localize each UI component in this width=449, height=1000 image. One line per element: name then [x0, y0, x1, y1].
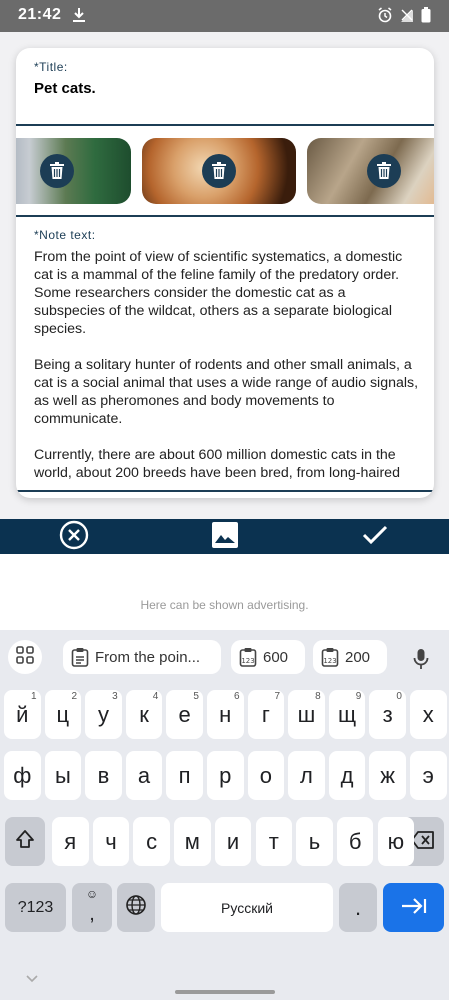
key-number-hint: 1 [30, 691, 37, 702]
key-label: ф [13, 762, 32, 788]
clipboard-suggestion-3[interactable] [313, 640, 387, 674]
key-label: р [219, 762, 232, 788]
letter-key[interactable] [410, 751, 447, 800]
period-key[interactable]: . [339, 883, 377, 932]
title-label: *Title: [34, 60, 68, 74]
note-text-divider [16, 490, 434, 492]
letter-key[interactable] [126, 751, 163, 800]
enter-key[interactable] [383, 883, 444, 932]
space-key[interactable]: Русский [161, 883, 333, 932]
key-label: я [64, 828, 77, 854]
letter-key[interactable] [329, 751, 366, 800]
letter-key[interactable] [85, 690, 122, 739]
svg-text:123: 123 [241, 657, 255, 665]
letter-key[interactable] [337, 817, 374, 866]
key-label: с [146, 828, 158, 854]
backspace-icon [411, 829, 435, 855]
shift-key[interactable] [5, 817, 45, 866]
check-icon [361, 521, 389, 554]
clipboard-suggestion-2[interactable] [231, 640, 305, 674]
microphone-icon[interactable] [412, 648, 430, 675]
letter-key[interactable] [4, 751, 41, 800]
key-label: т [268, 828, 279, 854]
key-label: у [97, 701, 109, 727]
key-label: д [340, 762, 354, 788]
letter-key[interactable] [410, 690, 447, 739]
suggestion-bar [0, 638, 449, 674]
navigation-bar [0, 968, 449, 1000]
letter-key[interactable] [207, 751, 244, 800]
key-label: ы [54, 762, 71, 788]
key-number-hint: 5 [193, 691, 199, 702]
chevron-down-icon[interactable] [26, 970, 38, 988]
note-text-input[interactable] [34, 248, 419, 498]
title-input[interactable]: Pet cats. [34, 80, 96, 97]
title-divider [16, 124, 434, 126]
letter-key[interactable] [52, 817, 89, 866]
no-signal-icon [399, 7, 415, 28]
add-image-button[interactable] [210, 522, 240, 552]
clipboard-number-icon [239, 647, 257, 667]
note-editor-screen [0, 32, 449, 519]
key-number-hint: 0 [396, 691, 402, 702]
enter-arrow-icon [401, 895, 427, 921]
battery-icon [421, 7, 431, 28]
cat-image-2[interactable] [142, 138, 296, 204]
key-label: а [137, 762, 151, 788]
note-paragraph: Being a solitary hunter of rodents and other small animals, a cat is a social animal that uses a wide range of audio signals, as well as pheromones and body movements to communicate. [34, 357, 419, 427]
alarm-icon [377, 7, 393, 28]
letter-key[interactable] [378, 817, 415, 866]
letter-key[interactable] [215, 817, 252, 866]
key-label: ь [308, 828, 321, 854]
clipboard-icon [71, 647, 89, 667]
letter-key[interactable] [288, 751, 325, 800]
key-label: е [178, 701, 191, 727]
key-label: г [261, 701, 270, 727]
comma-label: , [89, 903, 95, 925]
key-label: б [348, 828, 362, 854]
ad-text: Here can be shown advertising. [140, 598, 309, 612]
key-label: в [97, 762, 110, 788]
images-divider [16, 215, 434, 217]
key-label: ч [105, 828, 117, 854]
key-label: х [422, 701, 434, 727]
letter-key[interactable] [45, 751, 82, 800]
suggestion-label: 600 [263, 648, 289, 666]
key-label: э [422, 762, 434, 788]
note-paragraph: Currently, there are about 600 million domestic cats in the world, about 200 breeds have been bred, from long-haired [34, 447, 400, 481]
key-label: п [178, 762, 191, 788]
key-label: ж [380, 762, 395, 788]
clipboard-suggestion-1[interactable] [63, 640, 221, 674]
letter-key[interactable] [166, 751, 203, 800]
key-label: л [300, 762, 313, 788]
emoji-comma-key[interactable] [72, 883, 112, 932]
letter-key[interactable] [85, 751, 122, 800]
shift-icon [15, 829, 35, 855]
letter-key[interactable] [133, 817, 170, 866]
home-gesture-handle[interactable] [175, 990, 275, 994]
letter-key[interactable] [45, 690, 82, 739]
symbols-key[interactable]: ?123 [5, 883, 66, 932]
trash-icon[interactable] [202, 154, 236, 188]
trash-icon[interactable] [367, 154, 401, 188]
key-label: ю [387, 828, 405, 854]
key-label: о [259, 762, 272, 788]
note-paragraph: From the point of view of scientific systematics, a domestic cat is a mammal of the feline family of the predatory order. Some researchers consider the domestic cat as a subspecies of the wildcat, others as a separate biological species. [34, 249, 403, 337]
key-label: щ [337, 701, 357, 727]
letter-key[interactable] [329, 690, 366, 739]
key-number-hint: 9 [355, 691, 362, 702]
letter-key[interactable] [93, 817, 130, 866]
language-key[interactable] [117, 883, 155, 932]
letter-key[interactable] [288, 690, 325, 739]
key-number-hint: 2 [71, 691, 78, 702]
keyboard-apps-button[interactable] [8, 640, 42, 674]
letter-key[interactable] [369, 690, 406, 739]
letter-key[interactable] [4, 690, 41, 739]
image-icon [211, 521, 239, 554]
image-strip[interactable] [16, 138, 434, 204]
cat-image-3[interactable] [307, 138, 434, 204]
emoji-icon: ☺ [85, 887, 99, 901]
download-icon [72, 7, 86, 28]
status-time: 21:42 [18, 6, 62, 23]
key-number-hint: 4 [152, 691, 159, 702]
key-number-hint: 3 [112, 691, 118, 702]
letter-key[interactable] [174, 817, 211, 866]
key-label: м [184, 828, 200, 854]
key-label: з [382, 701, 393, 727]
save-button[interactable] [360, 522, 390, 552]
letter-key[interactable] [369, 751, 406, 800]
key-label: н [219, 701, 232, 727]
key-label: и [226, 828, 240, 854]
grid-icon [15, 645, 35, 670]
letter-key[interactable] [248, 690, 285, 739]
cancel-icon [59, 520, 89, 555]
note-card [16, 48, 434, 498]
status-bar [0, 0, 449, 32]
letter-key[interactable] [126, 690, 163, 739]
cancel-button[interactable] [59, 522, 89, 552]
trash-icon[interactable] [40, 154, 74, 188]
note-text-label: *Note text: [34, 228, 96, 242]
key-label: к [139, 701, 149, 727]
letter-key[interactable] [256, 817, 293, 866]
svg-text:123: 123 [323, 657, 337, 665]
key-number-hint: 6 [233, 691, 240, 702]
key-number-hint: 7 [274, 691, 281, 702]
globe-icon [125, 894, 147, 922]
clipboard-number-icon [321, 647, 339, 667]
letter-key[interactable] [296, 817, 333, 866]
ad-banner [0, 554, 449, 630]
letter-key[interactable] [207, 690, 244, 739]
key-label: й [16, 701, 29, 727]
letter-key[interactable] [248, 751, 285, 800]
key-label: ш [297, 701, 316, 727]
bottom-toolbar [0, 519, 449, 554]
cat-image-1[interactable] [16, 138, 131, 204]
letter-key[interactable] [166, 690, 203, 739]
suggestion-label: 200 [345, 648, 371, 666]
key-number-hint: 8 [315, 691, 321, 702]
suggestion-label: From the poin... [95, 648, 201, 666]
keyboard [0, 630, 449, 1000]
key-label: ц [56, 701, 70, 727]
